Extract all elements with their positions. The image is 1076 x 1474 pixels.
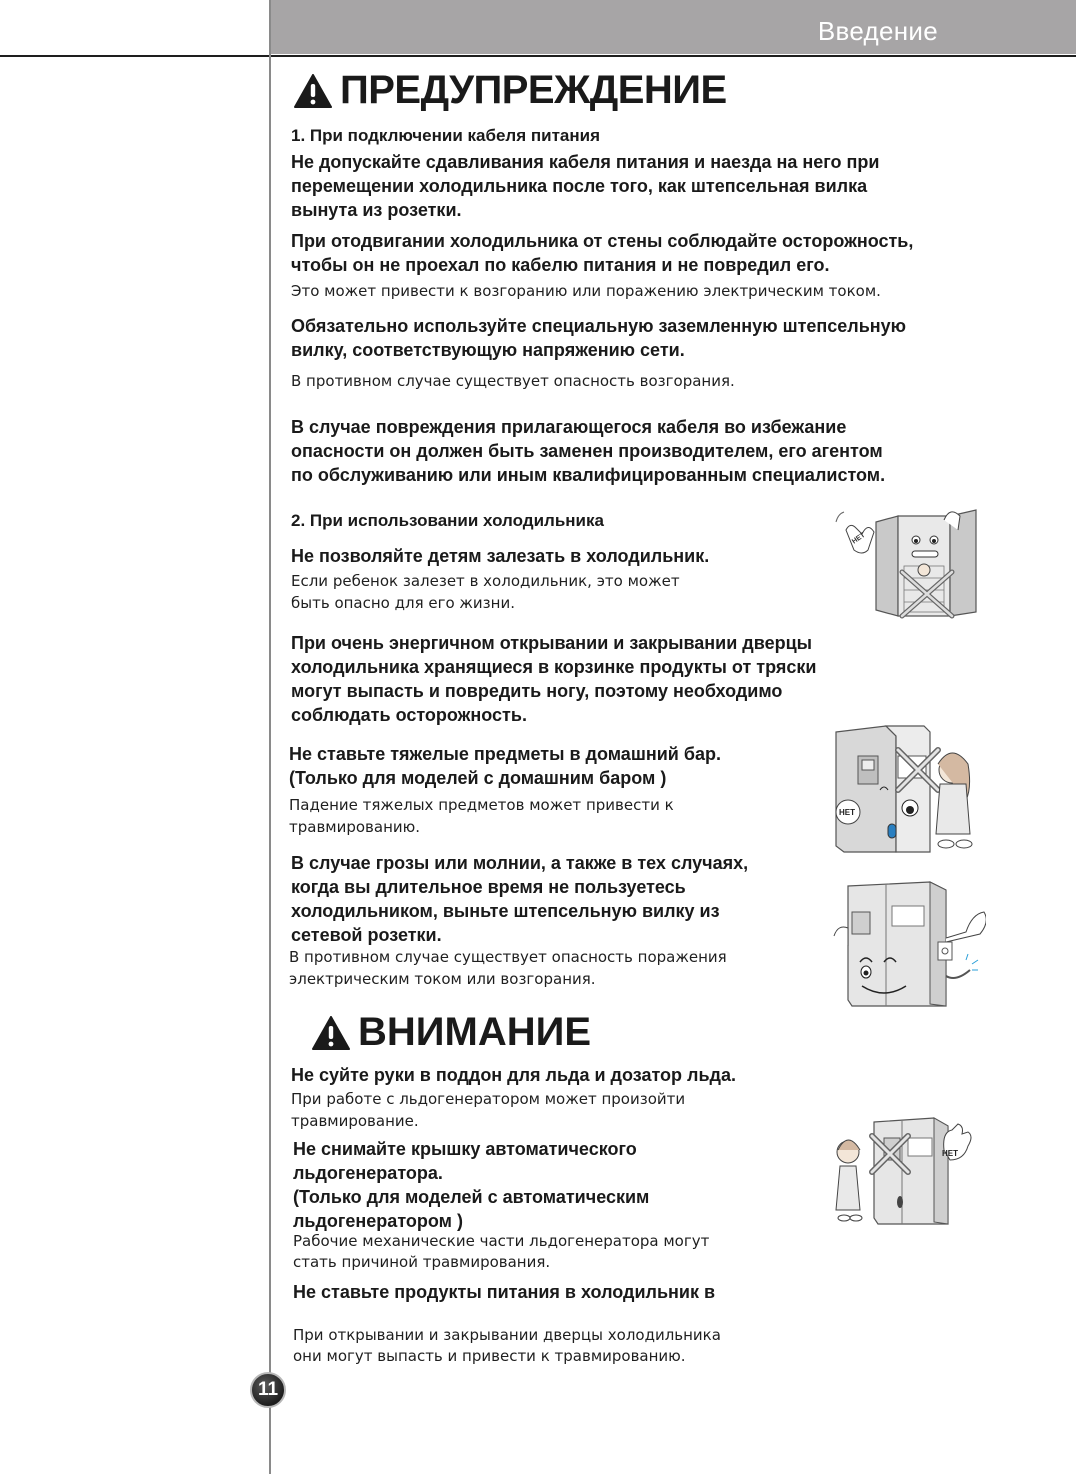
caution-heading [312, 1010, 591, 1055]
svg-text:НЕТ: НЕТ [839, 808, 855, 817]
home-bar-illustration [826, 720, 986, 858]
paragraph-note: Это может привести к возгоранию или поражению электрическим током. [291, 282, 881, 300]
svg-text:НЕТ: НЕТ [851, 531, 867, 546]
paragraph-bold: Не ставьте продукты питания в холодильник в [293, 1282, 716, 1302]
warning-triangle-icon [312, 1016, 350, 1050]
warning-triangle-icon [294, 74, 332, 108]
svg-text:НЕТ: НЕТ [942, 1149, 958, 1158]
unplug-fridge-illustration [830, 876, 986, 1008]
icemaker-cover-illustration [834, 1110, 984, 1228]
paragraph-note: В противном случае существует опасность возгорания. [291, 372, 735, 390]
paragraph-note: Рабочие механические части льдогенератора могут стать причиной травмирования. [293, 1232, 710, 1271]
section-2-title: 2. При использовании холодильника [291, 511, 604, 530]
page-number: 11 [257, 1379, 279, 1400]
warning-heading [294, 68, 727, 113]
paragraph-bold: Не ставьте тяжелые предметы в домашний бар. (Только для моделей с домашним баром ) [289, 744, 721, 788]
margin-rule [269, 0, 271, 1474]
paragraph-bold: При отодвигании холодильника от стены соблюдайте осторожность, чтобы он не проехал по кабелю питания и не повредил его. [291, 231, 914, 275]
section-1-title: 1. При подключении кабеля питания [291, 126, 600, 145]
warning-heading-text: ПРЕДУПРЕЖДЕНИЕ [340, 68, 727, 112]
paragraph-note: При работе с льдогенератором может произойти травмирование. [291, 1090, 686, 1130]
paragraph-bold: В случае повреждения прилагающегося кабеля во избежание опасности он должен быть заменен производителем, его агентом по обслуживанию или иным квалифицированным специалистом. [291, 417, 886, 485]
caution-heading-text: ВНИМАНИЕ [358, 1010, 592, 1054]
paragraph-bold: В случае грозы или молнии, а также в тех случаях, когда вы длительное время не пользуетесь холодильником, выньте штепсельную вилку из сетевой розетки. [291, 853, 749, 945]
paragraph-note: При открывании и закрывании дверцы холодильника они могут выпасть и привести к травмированию. [293, 1326, 721, 1365]
paragraph-bold: Обязательно используйте специальную заземленную штепсельную вилку, соответствующую напряжению сети. [291, 316, 907, 360]
page-number-badge [250, 1372, 286, 1408]
child-in-fridge-illustration [832, 504, 982, 622]
paragraph-note: В противном случае существует опасность поражения электрическим током или возгорания. [289, 948, 727, 988]
paragraph-bold: Не позволяйте детям залезать в холодильник. [291, 546, 710, 566]
paragraph-bold: При очень энергичном открывании и закрывании дверцы холодильника хранящиеся в корзинке продукты от тряски могут выпасть и повредить ногу, поэтому необходимо соблюдать осторожность. [291, 633, 817, 725]
section-header-band [270, 0, 1076, 54]
section-title: Введение [817, 16, 938, 46]
paragraph-note: Если ребенок залезет в холодильник, это может быть опасно для его жизни. [291, 572, 680, 612]
header-divider [0, 55, 1076, 57]
paragraph-bold: Не снимайте крышку автоматического льдогенератора. (Только для моделей с автоматическим льдогенератором ) [293, 1139, 650, 1231]
paragraph-note: Падение тяжелых предметов может привести к травмированию. [289, 796, 674, 836]
paragraph-bold: Не суйте руки в поддон для льда и дозатор льда. [291, 1065, 736, 1085]
paragraph-bold: Не допускайте сдавливания кабеля питания и наезда на него при перемещении холодильника после того, как штепсельная вилка вынута из розетки. [291, 152, 880, 220]
